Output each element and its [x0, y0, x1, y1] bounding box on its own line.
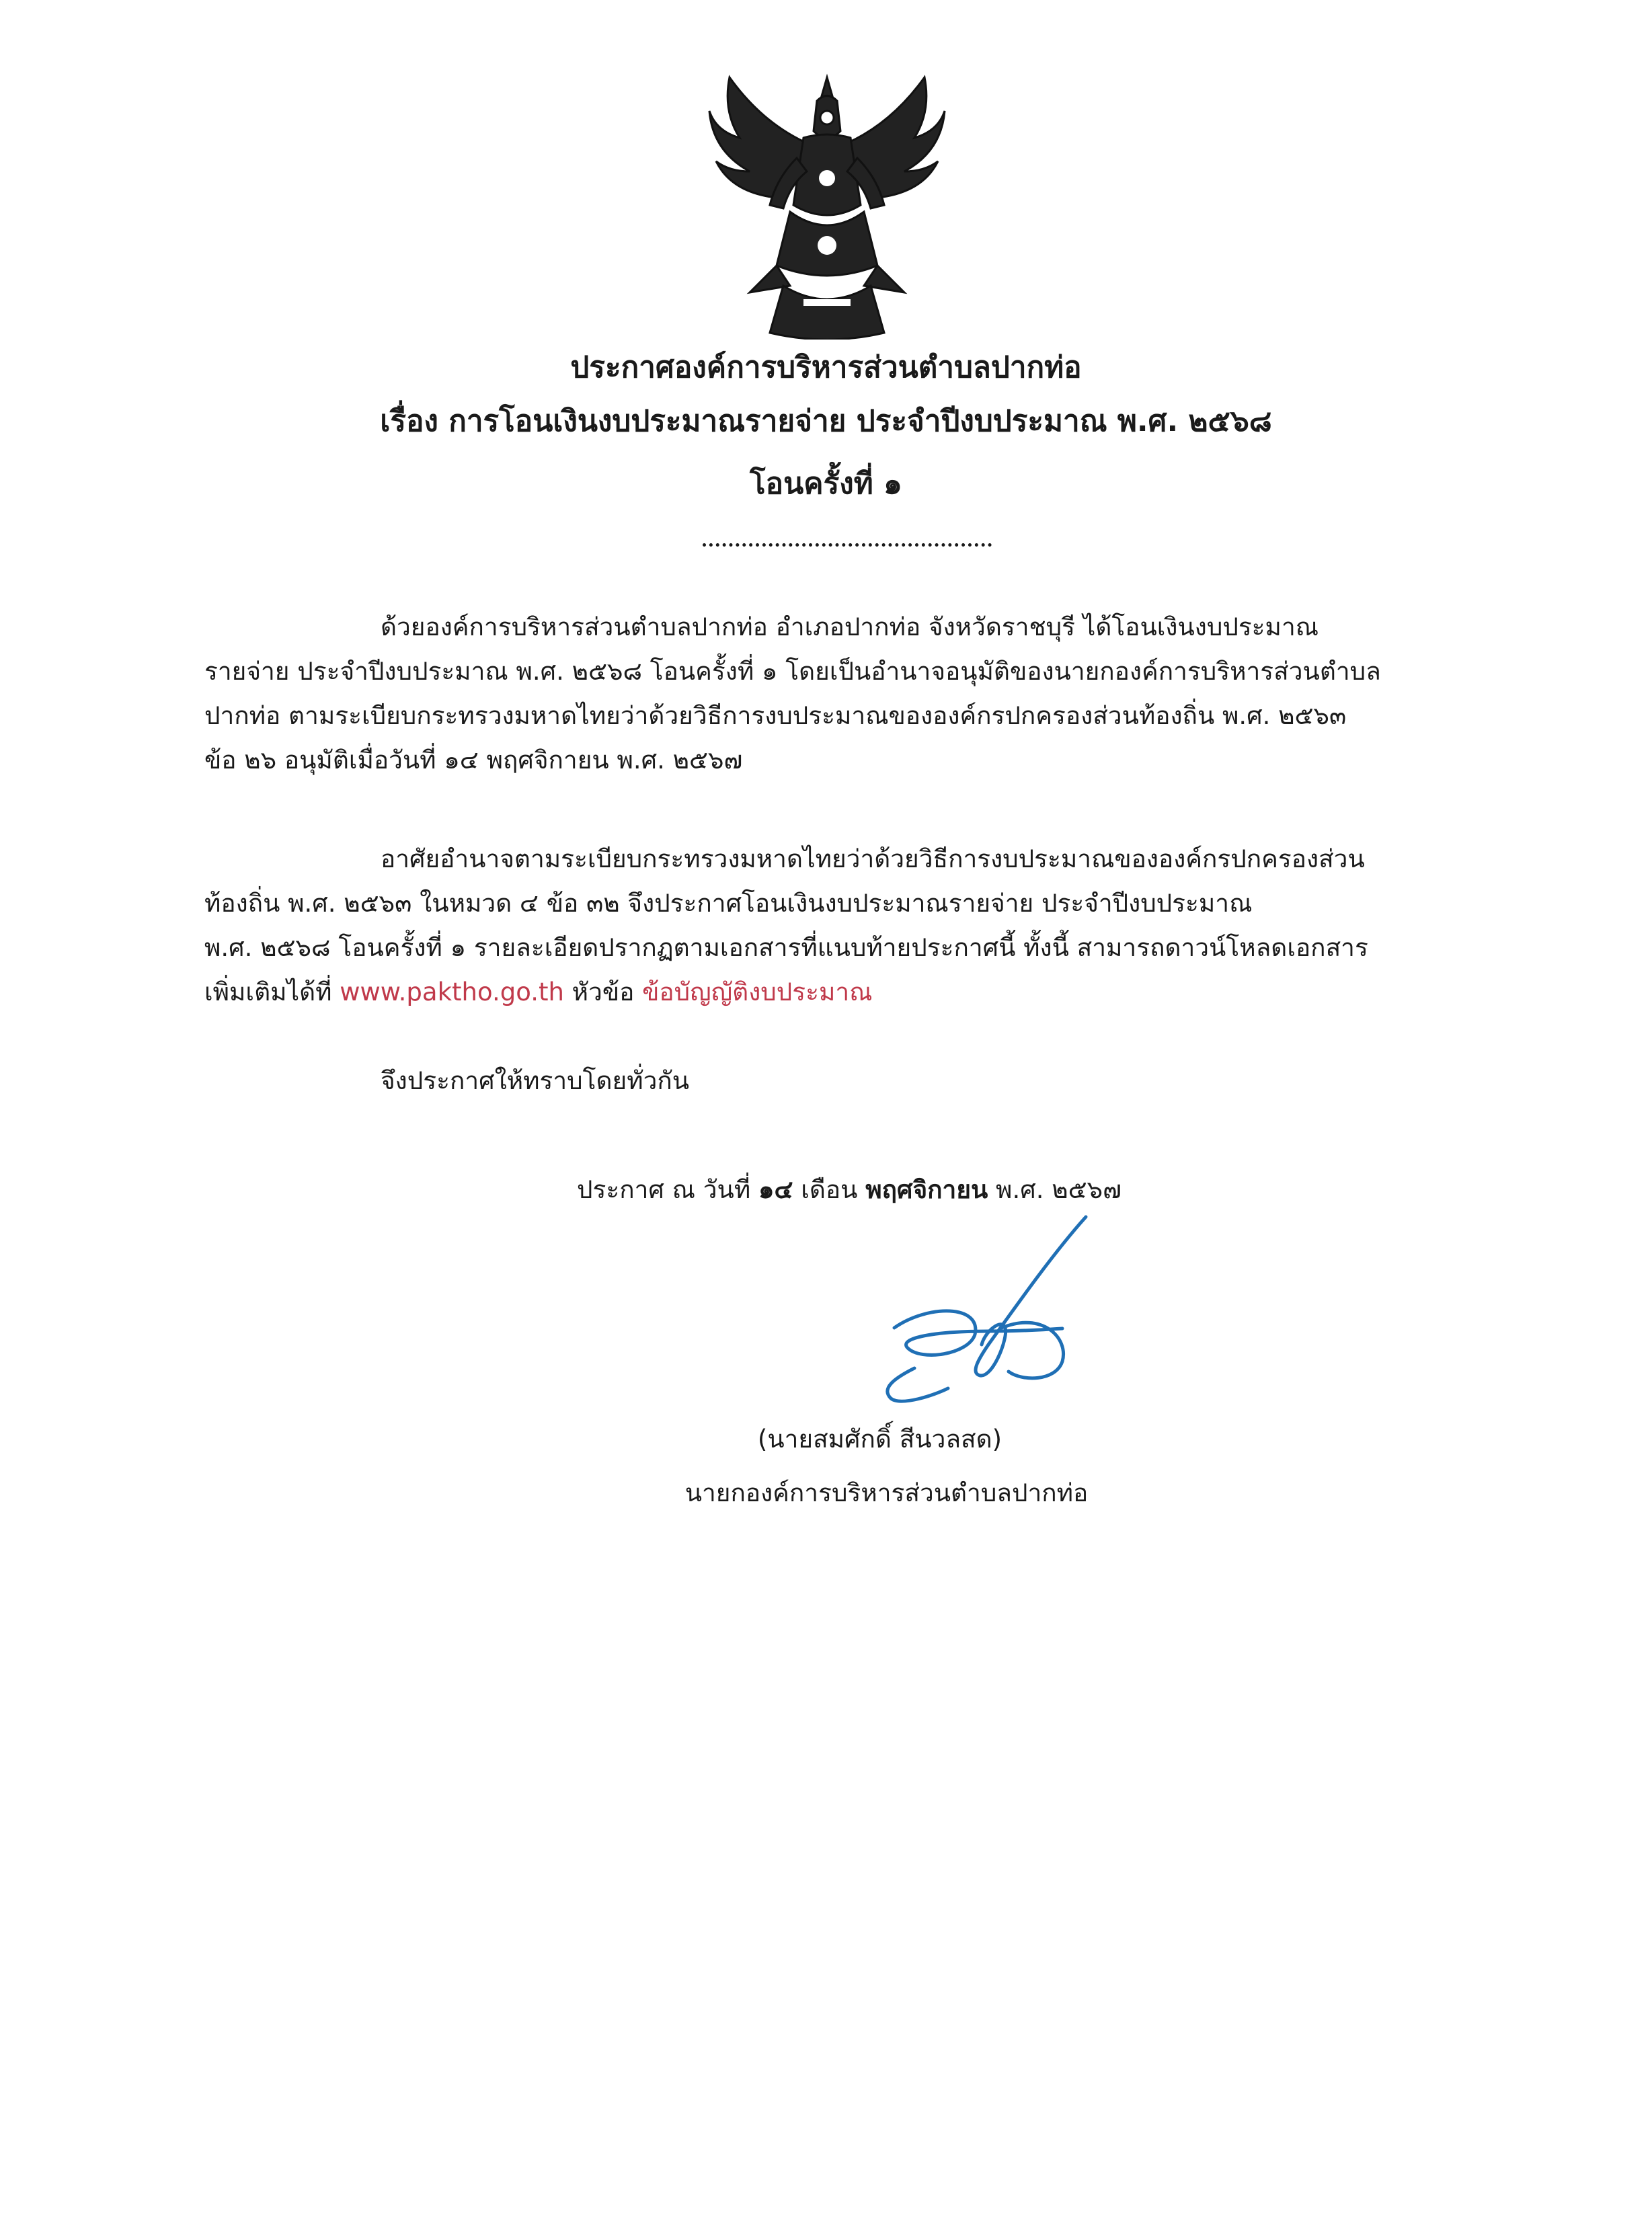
date-year: พ.ศ. ๒๕๖๗	[988, 1175, 1122, 1204]
transfer-round: โอนครั้งที่ ๑	[750, 467, 902, 501]
dotted-divider	[703, 543, 992, 547]
budget-topic-link[interactable]: ข้อบัญญัติงบประมาณ	[642, 978, 873, 1006]
paragraph-text: เพิ่มเติมได้ที่	[204, 978, 340, 1006]
paragraph-2	[204, 837, 1541, 1015]
date-month-label: เดือน	[793, 1175, 866, 1204]
paragraph-line: ข้อ ๒๖ อนุมัติเมื่อวันที่ ๑๔ พฤศจิกายน พ.ศ. ๒๕๖๗	[204, 746, 743, 775]
signature-icon	[840, 1210, 1136, 1432]
announcement-title: ประกาศองค์การบริหารส่วนตำบลปากท่อ	[570, 350, 1082, 385]
paragraph-line: ปากท่อ ตามระเบียบกระทรวงมหาดไทยว่าด้วยวิธีการงบประมาณขององค์กรปกครองส่วนท้องถิ่น พ.ศ. ๒๕๖๓	[204, 701, 1347, 730]
signer-name: (นายสมศักดิ์ สีนวลสด)	[757, 1425, 1002, 1454]
date-prefix: ประกาศ ณ วันที่	[577, 1175, 758, 1204]
announcement-subject: เรื่อง การโอนเงินงบประมาณรายจ่าย ประจำปีงบประมาณ พ.ศ. ๒๕๖๘	[380, 404, 1272, 438]
date-day: ๑๔	[758, 1175, 793, 1204]
website-link[interactable]: www.paktho.go.th	[340, 978, 564, 1006]
paragraph-line: พ.ศ. ๒๕๖๘ โอนครั้งที่ ๑ รายละเอียดปรากฏตามเอกสารที่แนบท้ายประกาศนี้ ทั้งนี้ สามารถดาวน์โหลดเอกสาร	[204, 933, 1368, 962]
paragraph-line	[204, 970, 1541, 1015]
paragraph-line: จึงประกาศให้ทราบโดยทั่วกัน	[381, 1066, 690, 1095]
signer-title: นายกองค์การบริหารส่วนตำบลปากท่อ	[684, 1478, 1089, 1507]
paragraph-1	[204, 605, 1541, 783]
paragraph-line: ท้องถิ่น พ.ศ. ๒๕๖๓ ในหมวด ๔ ข้อ ๓๒ จึงประกาศโอนเงินงบประมาณรายจ่าย ประจำปีงบประมาณ	[204, 889, 1253, 918]
paragraph-text: หัวข้อ	[563, 978, 643, 1006]
paragraph-line: รายจ่าย ประจำปีงบประมาณ พ.ศ. ๒๕๖๘ โอนครั้งที่ ๑ โดยเป็นอำนาจอนุมัติของนายกองค์การบริหารส่วนตำบล	[204, 657, 1381, 686]
paragraph-line: อาศัยอำนาจตามระเบียบกระทรวงมหาดไทยว่าด้วยวิธีการงบประมาณขององค์กรปกครองส่วน	[381, 844, 1365, 873]
garuda-emblem-icon	[703, 71, 951, 340]
paragraph-line: ด้วยองค์การบริหารส่วนตำบลปากท่อ อำเภอปากท่อ จังหวัดราชบุรี ได้โอนเงินงบประมาณ	[381, 612, 1319, 641]
paragraph-3	[204, 1059, 1541, 1103]
date-month: พฤศจิกายน	[865, 1175, 988, 1204]
announcement-date	[577, 1168, 1122, 1212]
